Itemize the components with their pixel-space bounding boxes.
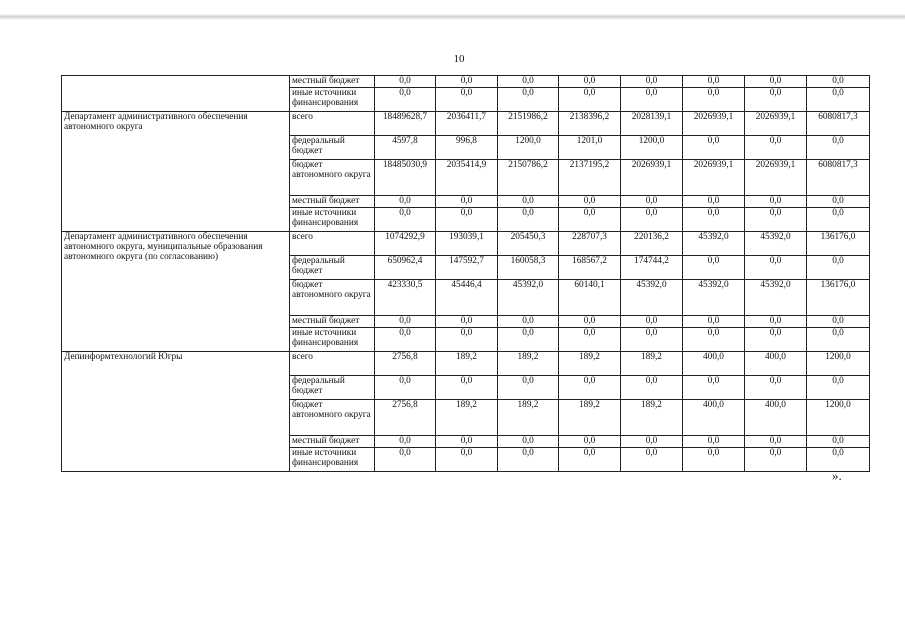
amount-cell: 2756,8 <box>375 352 436 376</box>
scan-edge <box>0 14 905 20</box>
amount-cell: 0,0 <box>436 76 498 88</box>
amount-cell: 0,0 <box>559 376 621 400</box>
amount-cell: 1200,0 <box>498 136 559 160</box>
amount-cell: 0,0 <box>498 448 559 472</box>
executor-cell <box>62 76 290 112</box>
amount-cell: 0,0 <box>807 448 870 472</box>
funding-source-cell: бюджет автономного округа <box>290 400 375 436</box>
amount-cell: 0,0 <box>436 448 498 472</box>
amount-cell: 0,0 <box>375 448 436 472</box>
amount-cell: 0,0 <box>807 196 870 208</box>
amount-cell: 0,0 <box>375 436 436 448</box>
amount-cell: 0,0 <box>745 256 807 280</box>
amount-cell: 189,2 <box>436 352 498 376</box>
amount-cell: 45392,0 <box>745 232 807 256</box>
amount-cell: 189,2 <box>559 352 621 376</box>
amount-cell: 0,0 <box>375 88 436 112</box>
amount-cell: 0,0 <box>683 196 745 208</box>
amount-cell: 0,0 <box>559 328 621 352</box>
funding-source-cell: местный бюджет <box>290 196 375 208</box>
amount-cell: 0,0 <box>436 328 498 352</box>
amount-cell: 2026939,1 <box>745 160 807 196</box>
table-row <box>62 232 870 256</box>
amount-cell: 0,0 <box>375 376 436 400</box>
funding-source-cell: всего <box>290 112 375 136</box>
amount-cell: 4597,8 <box>375 136 436 160</box>
budget-table-body <box>62 76 870 472</box>
amount-cell: 0,0 <box>745 328 807 352</box>
amount-cell: 0,0 <box>559 196 621 208</box>
amount-cell: 2036411,7 <box>436 112 498 136</box>
amount-cell: 0,0 <box>745 88 807 112</box>
amount-cell: 6080817,3 <box>807 160 870 196</box>
amount-cell: 189,2 <box>498 352 559 376</box>
executor-cell: Департамент административного обеспечения автономного округа <box>62 112 290 232</box>
amount-cell: 0,0 <box>807 76 870 88</box>
amount-cell: 0,0 <box>621 88 683 112</box>
amount-cell: 168567,2 <box>559 256 621 280</box>
amount-cell: 2137195,2 <box>559 160 621 196</box>
amount-cell: 0,0 <box>807 208 870 232</box>
amount-cell: 0,0 <box>683 328 745 352</box>
amount-cell: 1200,0 <box>621 136 683 160</box>
amount-cell: 189,2 <box>559 400 621 436</box>
amount-cell: 0,0 <box>807 136 870 160</box>
amount-cell: 0,0 <box>436 376 498 400</box>
amount-cell: 0,0 <box>745 448 807 472</box>
amount-cell: 205450,3 <box>498 232 559 256</box>
funding-source-cell: местный бюджет <box>290 436 375 448</box>
amount-cell: 0,0 <box>498 436 559 448</box>
amount-cell: 1200,0 <box>807 352 870 376</box>
amount-cell: 0,0 <box>621 208 683 232</box>
amount-cell: 0,0 <box>745 208 807 232</box>
amount-cell: 0,0 <box>436 88 498 112</box>
amount-cell: 0,0 <box>436 316 498 328</box>
amount-cell: 0,0 <box>559 448 621 472</box>
amount-cell: 0,0 <box>745 316 807 328</box>
amount-cell: 45392,0 <box>745 280 807 316</box>
amount-cell: 0,0 <box>559 76 621 88</box>
amount-cell: 220136,2 <box>621 232 683 256</box>
amount-cell: 6080817,3 <box>807 112 870 136</box>
amount-cell: 45392,0 <box>498 280 559 316</box>
amount-cell: 189,2 <box>621 352 683 376</box>
funding-source-cell: федеральный бюджет <box>290 256 375 280</box>
amount-cell: 45392,0 <box>683 280 745 316</box>
amount-cell: 0,0 <box>621 316 683 328</box>
amount-cell: 0,0 <box>559 208 621 232</box>
amount-cell: 0,0 <box>621 436 683 448</box>
amount-cell: 2138396,2 <box>559 112 621 136</box>
executor-cell: Департамент административного обеспечения автономного округа, муниципальные образования автономного округа (по согласованию) <box>62 232 290 352</box>
budget-table <box>61 75 870 472</box>
amount-cell: 45392,0 <box>621 280 683 316</box>
amount-cell: 0,0 <box>498 76 559 88</box>
amount-cell: 0,0 <box>745 196 807 208</box>
amount-cell: 0,0 <box>375 76 436 88</box>
amount-cell: 423330,5 <box>375 280 436 316</box>
amount-cell: 0,0 <box>375 316 436 328</box>
amount-cell: 0,0 <box>807 436 870 448</box>
amount-cell: 189,2 <box>436 400 498 436</box>
amount-cell: 996,8 <box>436 136 498 160</box>
amount-cell: 160058,3 <box>498 256 559 280</box>
amount-cell: 0,0 <box>559 436 621 448</box>
amount-cell: 0,0 <box>683 76 745 88</box>
amount-cell: 0,0 <box>375 328 436 352</box>
funding-source-cell: иные источники финансирования <box>290 88 375 112</box>
amount-cell: 1201,0 <box>559 136 621 160</box>
funding-source-cell: иные источники финансирования <box>290 448 375 472</box>
amount-cell: 0,0 <box>807 316 870 328</box>
amount-cell: 228707,3 <box>559 232 621 256</box>
amount-cell: 0,0 <box>436 436 498 448</box>
funding-source-cell: всего <box>290 352 375 376</box>
amount-cell: 0,0 <box>559 316 621 328</box>
funding-source-cell: местный бюджет <box>290 316 375 328</box>
amount-cell: 0,0 <box>498 208 559 232</box>
amount-cell: 0,0 <box>683 256 745 280</box>
funding-source-cell: федеральный бюджет <box>290 376 375 400</box>
amount-cell: 147592,7 <box>436 256 498 280</box>
amount-cell: 0,0 <box>745 76 807 88</box>
amount-cell: 0,0 <box>621 328 683 352</box>
amount-cell: 2035414,9 <box>436 160 498 196</box>
amount-cell: 0,0 <box>498 196 559 208</box>
amount-cell: 174744,2 <box>621 256 683 280</box>
amount-cell: 0,0 <box>436 196 498 208</box>
amount-cell: 2028139,1 <box>621 112 683 136</box>
executor-cell: Депинформтехнологий Югры <box>62 352 290 472</box>
amount-cell: 18489628,7 <box>375 112 436 136</box>
amount-cell: 0,0 <box>807 88 870 112</box>
amount-cell: 650962,4 <box>375 256 436 280</box>
amount-cell: 45446,4 <box>436 280 498 316</box>
amount-cell: 0,0 <box>621 376 683 400</box>
amount-cell: 0,0 <box>745 436 807 448</box>
table-row <box>62 352 870 376</box>
amount-cell: 136176,0 <box>807 232 870 256</box>
amount-cell: 0,0 <box>807 376 870 400</box>
amount-cell: 0,0 <box>621 76 683 88</box>
funding-source-cell: иные источники финансирования <box>290 208 375 232</box>
amount-cell: 0,0 <box>807 256 870 280</box>
amount-cell: 2026939,1 <box>683 160 745 196</box>
amount-cell: 0,0 <box>498 376 559 400</box>
amount-cell: 0,0 <box>683 88 745 112</box>
amount-cell: 0,0 <box>683 136 745 160</box>
amount-cell: 0,0 <box>807 328 870 352</box>
page-number: 10 <box>453 53 465 65</box>
amount-cell: 0,0 <box>683 448 745 472</box>
funding-source-cell: местный бюджет <box>290 76 375 88</box>
amount-cell: 0,0 <box>683 208 745 232</box>
closing-quote-mark: ». <box>832 468 842 483</box>
amount-cell: 400,0 <box>745 352 807 376</box>
amount-cell: 0,0 <box>621 448 683 472</box>
amount-cell: 0,0 <box>498 328 559 352</box>
amount-cell: 0,0 <box>498 316 559 328</box>
amount-cell: 2150786,2 <box>498 160 559 196</box>
amount-cell: 1074292,9 <box>375 232 436 256</box>
amount-cell: 60140,1 <box>559 280 621 316</box>
amount-cell: 0,0 <box>683 436 745 448</box>
funding-source-cell: бюджет автономного округа <box>290 160 375 196</box>
amount-cell: 0,0 <box>745 376 807 400</box>
table-row <box>62 112 870 136</box>
amount-cell: 45392,0 <box>683 232 745 256</box>
amount-cell: 0,0 <box>498 88 559 112</box>
amount-cell: 2026939,1 <box>621 160 683 196</box>
amount-cell: 0,0 <box>559 88 621 112</box>
funding-source-cell: федеральный бюджет <box>290 136 375 160</box>
table-row <box>62 76 870 88</box>
funding-source-cell: бюджет автономного округа <box>290 280 375 316</box>
amount-cell: 0,0 <box>375 208 436 232</box>
amount-cell: 0,0 <box>745 136 807 160</box>
funding-source-cell: иные источники финансирования <box>290 328 375 352</box>
amount-cell: 2151986,2 <box>498 112 559 136</box>
funding-source-cell: всего <box>290 232 375 256</box>
amount-cell: 189,2 <box>498 400 559 436</box>
amount-cell: 2756,8 <box>375 400 436 436</box>
amount-cell: 0,0 <box>621 196 683 208</box>
amount-cell: 189,2 <box>621 400 683 436</box>
amount-cell: 2026939,1 <box>683 112 745 136</box>
amount-cell: 0,0 <box>375 196 436 208</box>
amount-cell: 0,0 <box>683 376 745 400</box>
amount-cell: 193039,1 <box>436 232 498 256</box>
amount-cell: 400,0 <box>683 352 745 376</box>
amount-cell: 400,0 <box>745 400 807 436</box>
amount-cell: 0,0 <box>683 316 745 328</box>
amount-cell: 400,0 <box>683 400 745 436</box>
amount-cell: 2026939,1 <box>745 112 807 136</box>
amount-cell: 1200,0 <box>807 400 870 436</box>
amount-cell: 18485030,9 <box>375 160 436 196</box>
amount-cell: 136176,0 <box>807 280 870 316</box>
amount-cell: 0,0 <box>436 208 498 232</box>
